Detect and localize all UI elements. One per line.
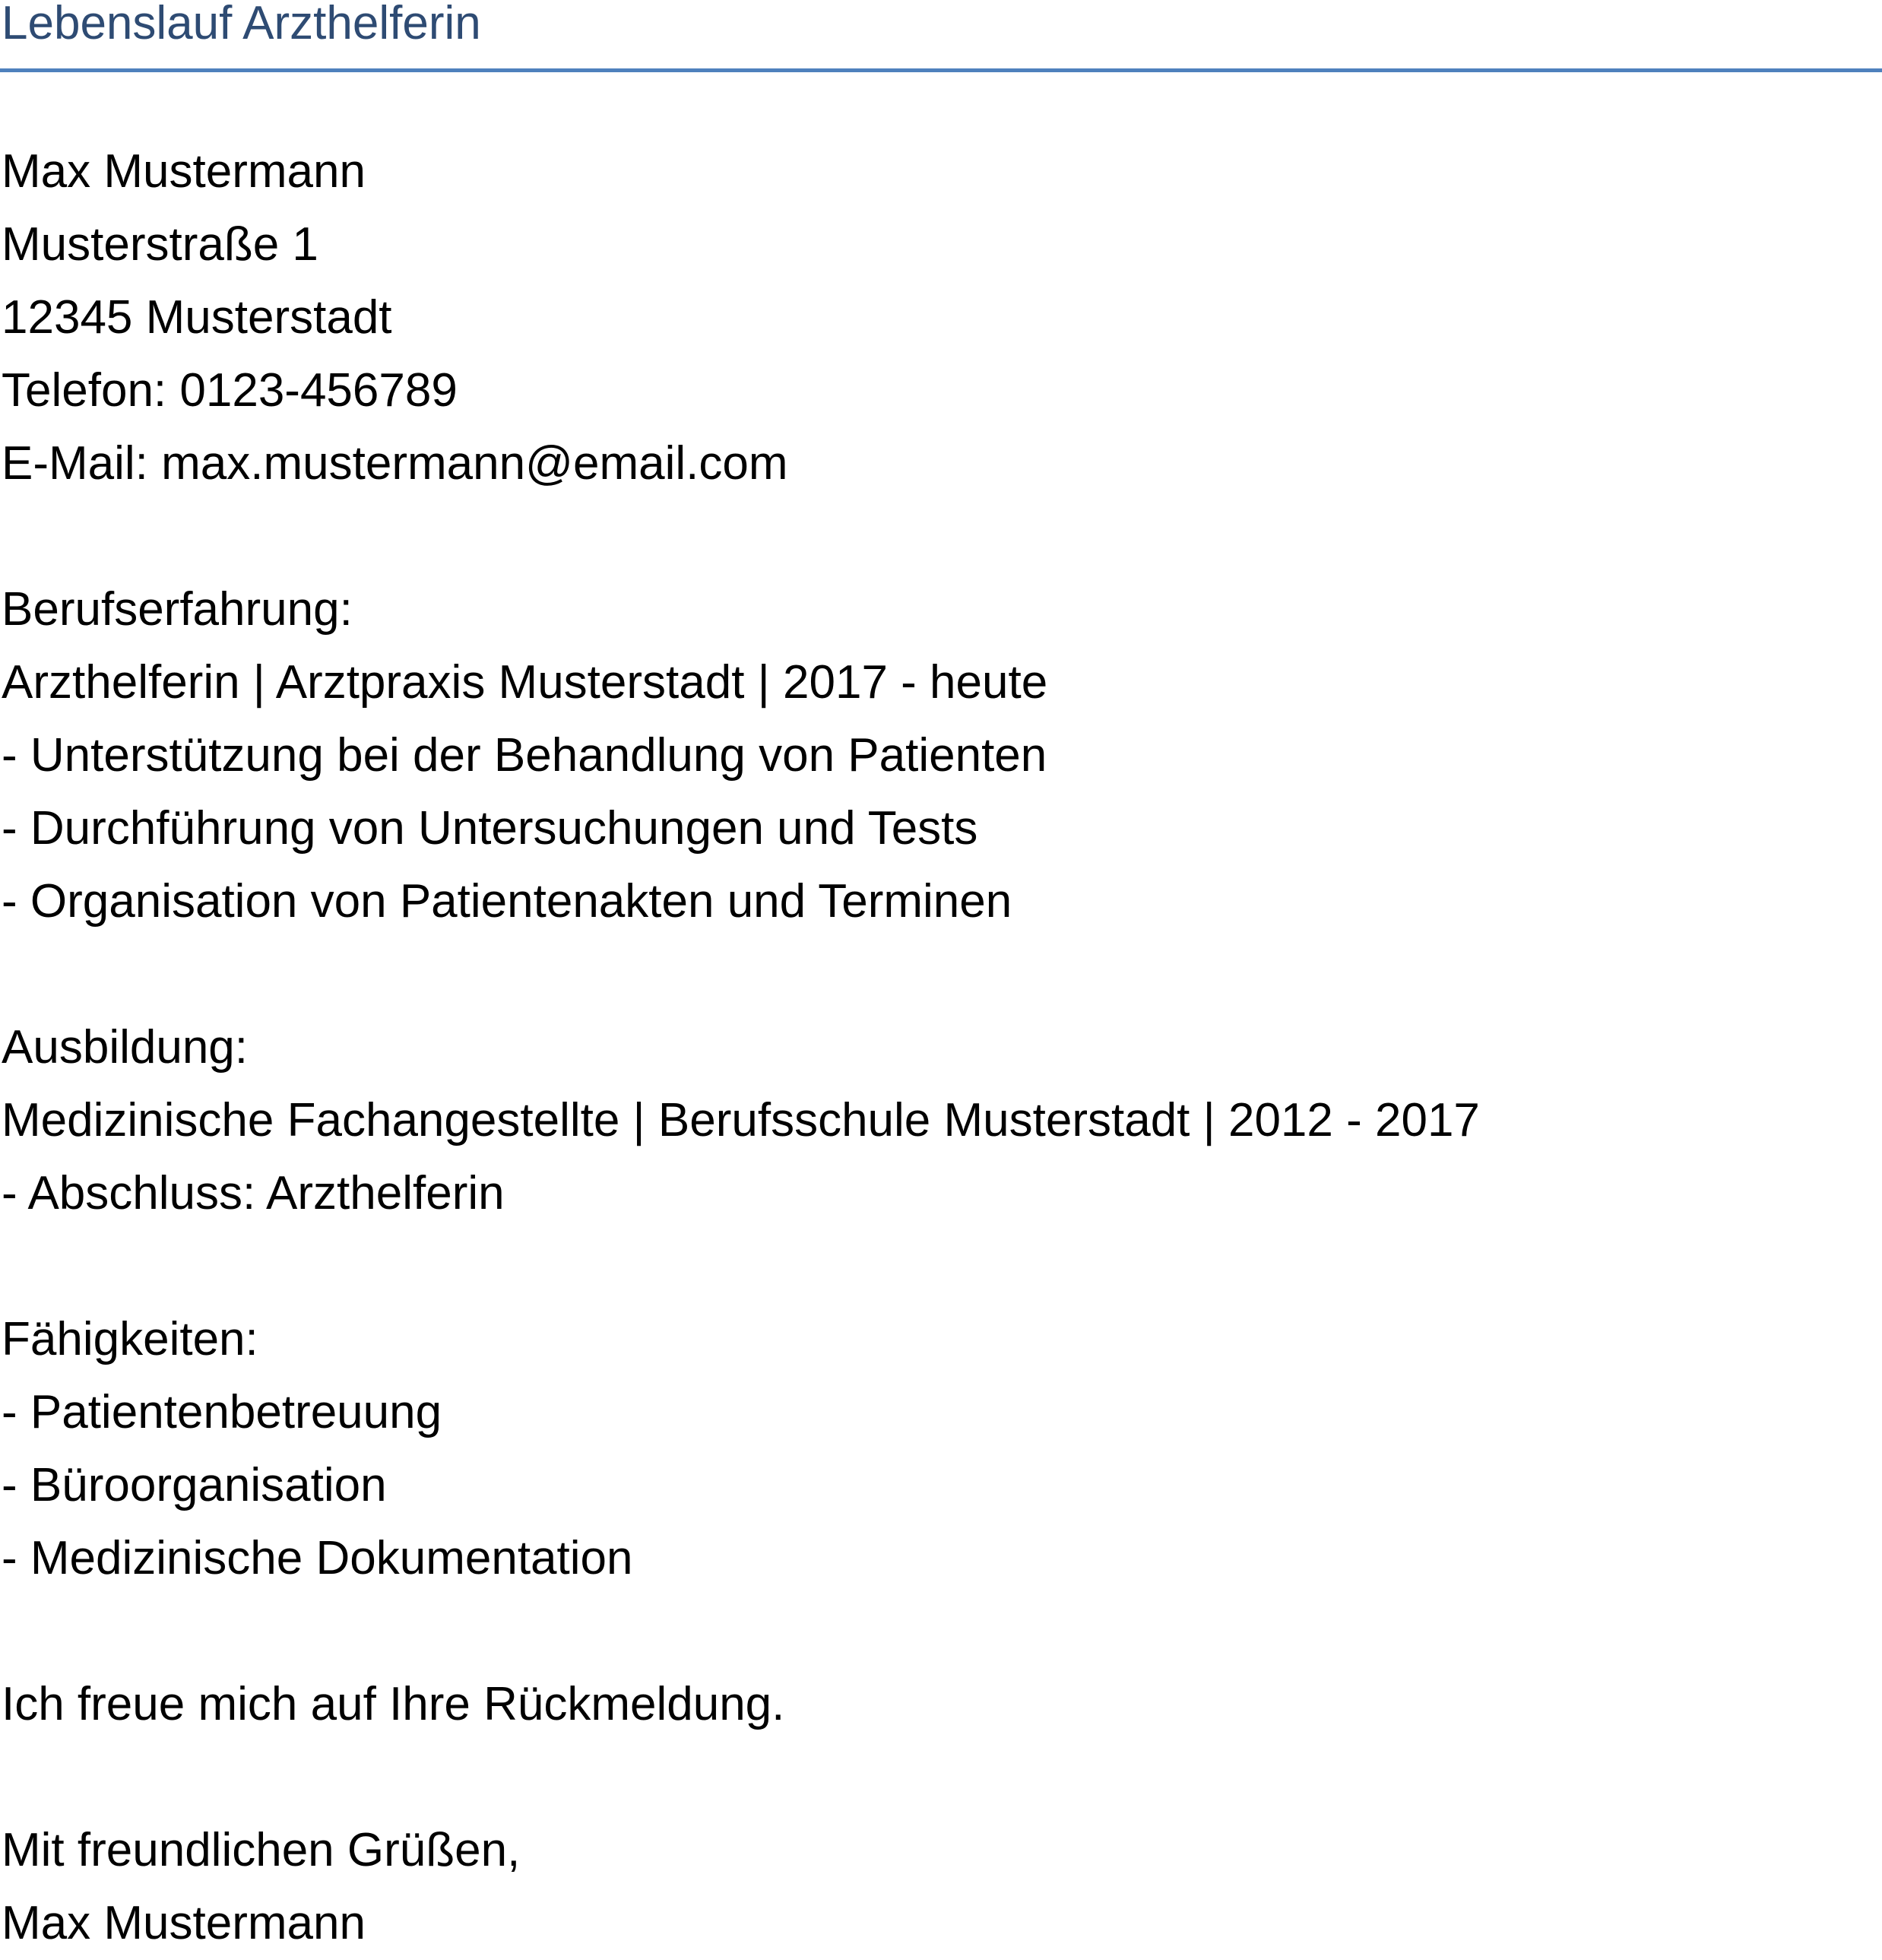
skills-item: - Medizinische Dokumentation bbox=[2, 1532, 633, 1584]
contact-phone: Telefon: 0123-456789 bbox=[2, 364, 458, 417]
education-item: - Abschluss: Arzthelferin bbox=[2, 1167, 505, 1219]
experience-item: - Organisation von Patientenakten und Terminen bbox=[2, 875, 1012, 928]
document-title: Lebenslauf Arzthelferin bbox=[2, 0, 481, 49]
experience-item: - Durchführung von Untersuchungen und Tests bbox=[2, 802, 978, 855]
experience-position: Arzthelferin | Arztpraxis Musterstadt | 2017 - heute bbox=[2, 656, 1048, 709]
contact-email: E-Mail: max.mustermann@email.com bbox=[2, 437, 788, 490]
experience-item: - Unterstützung bei der Behandlung von Patienten bbox=[2, 729, 1047, 782]
title-divider bbox=[0, 68, 1882, 72]
contact-street: Musterstraße 1 bbox=[2, 218, 318, 271]
closing-greeting: Mit freundlichen Grüßen, bbox=[2, 1824, 521, 1876]
education-heading: Ausbildung: bbox=[2, 1021, 249, 1074]
skills-item: - Büroorganisation bbox=[2, 1459, 387, 1511]
skills-heading: Fähigkeiten: bbox=[2, 1313, 258, 1365]
signature-name: Max Mustermann bbox=[2, 1897, 366, 1949]
skills-item: - Patientenbetreuung bbox=[2, 1386, 442, 1438]
contact-name: Max Mustermann bbox=[2, 145, 366, 198]
experience-heading: Berufserfahrung: bbox=[2, 583, 353, 636]
closing-sentence: Ich freue mich auf Ihre Rückmeldung. bbox=[2, 1678, 785, 1730]
contact-city: 12345 Musterstadt bbox=[2, 291, 392, 344]
education-entry: Medizinische Fachangestellte | Berufsschule Musterstadt | 2012 - 2017 bbox=[2, 1094, 1480, 1147]
